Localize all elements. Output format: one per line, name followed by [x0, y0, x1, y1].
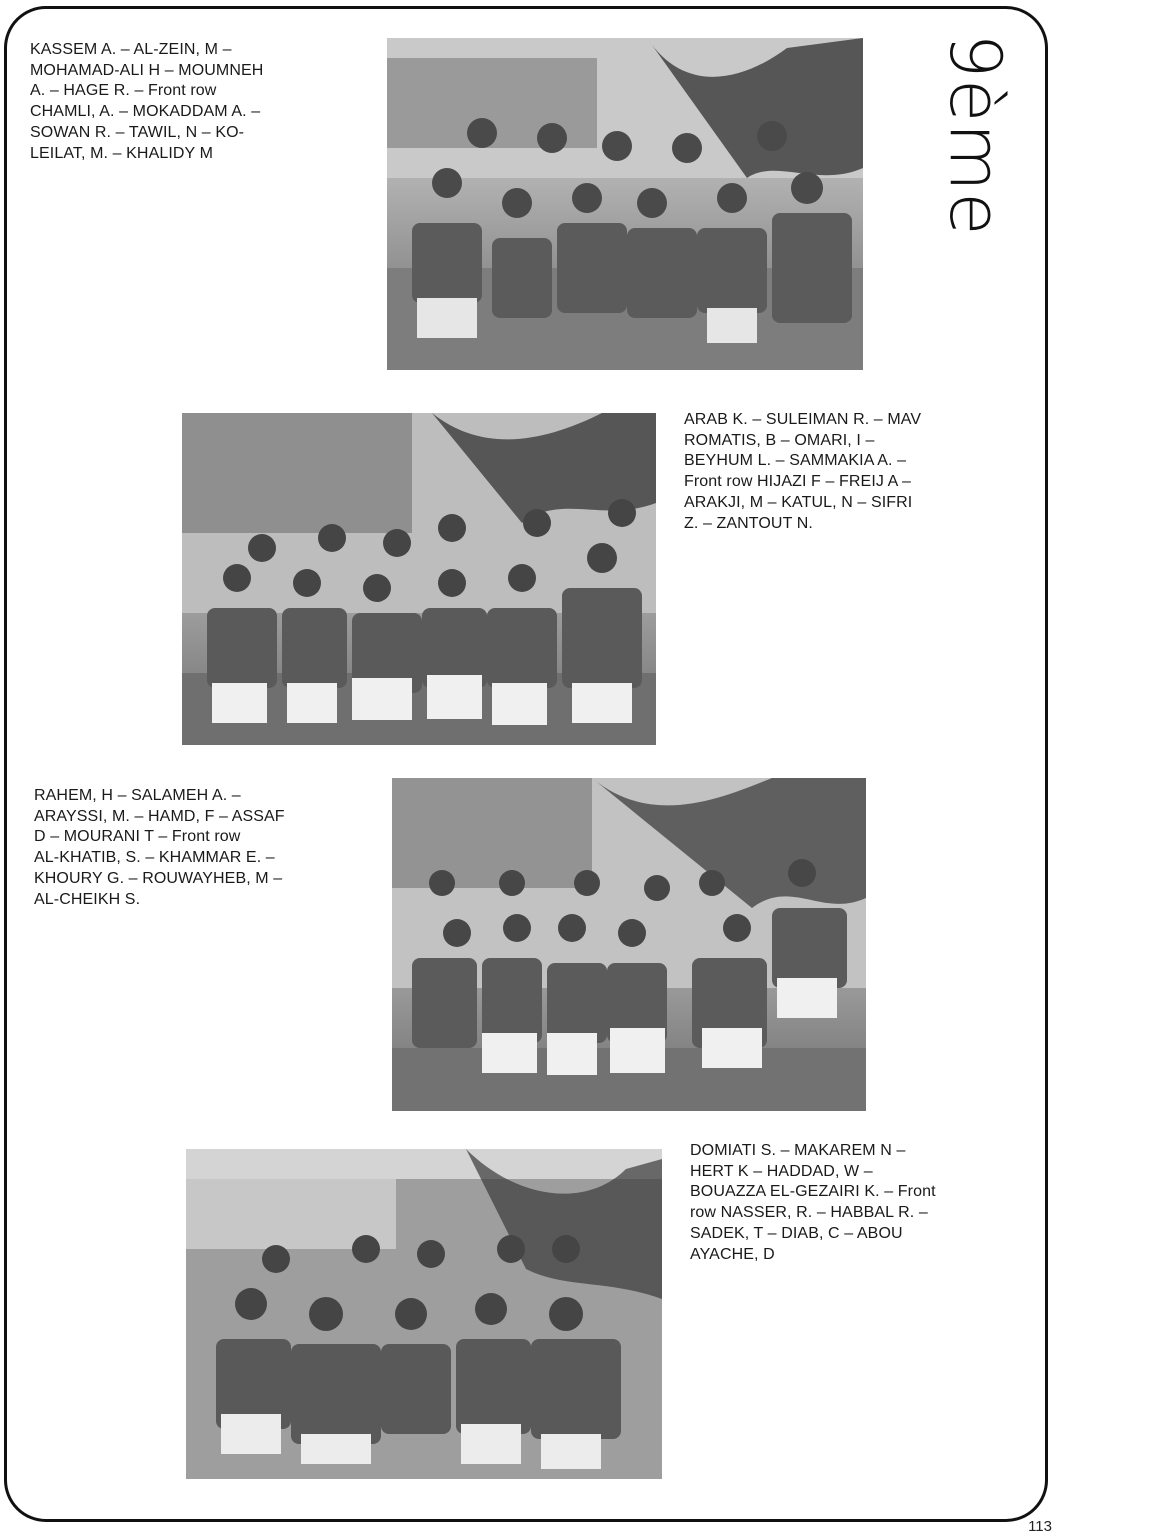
caption-line: Front row HIJAZI F – FREIJ A –: [684, 473, 912, 491]
caption-line: KASSEM A. – AL-ZEIN, M –: [30, 41, 232, 58]
caption-line: MOHAMAD-ALI H – MOUMNEH: [30, 61, 264, 79]
group-2-caption: [684, 410, 1010, 534]
group-3-photo: [392, 778, 866, 1111]
caption-line: CHAMLI, A. – MOKADDAM A. –: [30, 103, 261, 121]
group-2-photo: [182, 413, 656, 745]
caption-line: SADEK, T – DIAB, C – ABOU: [690, 1224, 903, 1242]
caption-line: HERT K – HADDAD, W –: [690, 1162, 873, 1180]
class-label-text: 9ème: [934, 33, 1016, 237]
class-label: [925, 30, 1025, 240]
caption-line: LEILAT, M. – KHALIDY M: [30, 144, 214, 162]
caption-line: ARAB K. – SULEIMAN R. – MAV: [684, 411, 922, 428]
caption-line: DOMIATI S. – MAKAREM N –: [690, 1142, 906, 1159]
caption-line: ROMATIS, B – OMARI, I –: [684, 431, 875, 449]
caption-line: A. – HAGE R. – Front row: [30, 82, 217, 100]
group-4-photo: [186, 1149, 662, 1479]
caption-line: row NASSER, R. – HABBAL R. –: [690, 1204, 928, 1222]
caption-line: SOWAN R. – TAWIL, N – KO-: [30, 123, 245, 141]
caption-line: Z. – ZANTOUT N.: [684, 514, 813, 532]
page-number: 113: [1028, 1518, 1052, 1535]
group-1-photo: [387, 38, 863, 370]
group-3-caption: [34, 786, 354, 910]
caption-line: ARAKJI, M – KATUL, N – SIFRI: [684, 493, 913, 511]
caption-line: AYACHE, D: [690, 1245, 775, 1263]
caption-line: D – MOURANI T – Front row: [34, 828, 241, 846]
caption-line: KHOURY G. – ROUWAYHEB, M –: [34, 869, 283, 887]
caption-line: BOUAZZA EL-GEZAIRI K. – Front: [690, 1183, 936, 1201]
caption-line: BEYHUM L. – SAMMAKIA A. –: [684, 452, 907, 470]
group-1-caption: [30, 40, 356, 164]
caption-line: RAHEM, H – SALAMEH A. –: [34, 787, 241, 804]
caption-line: AL-CHEIKH S.: [34, 890, 141, 908]
caption-line: AL-KHATIB, S. – KHAMMAR E. –: [34, 849, 275, 867]
group-4-caption: [690, 1141, 1020, 1265]
caption-line: ARAYSSI, M. – HAMD, F – ASSAF: [34, 807, 285, 825]
